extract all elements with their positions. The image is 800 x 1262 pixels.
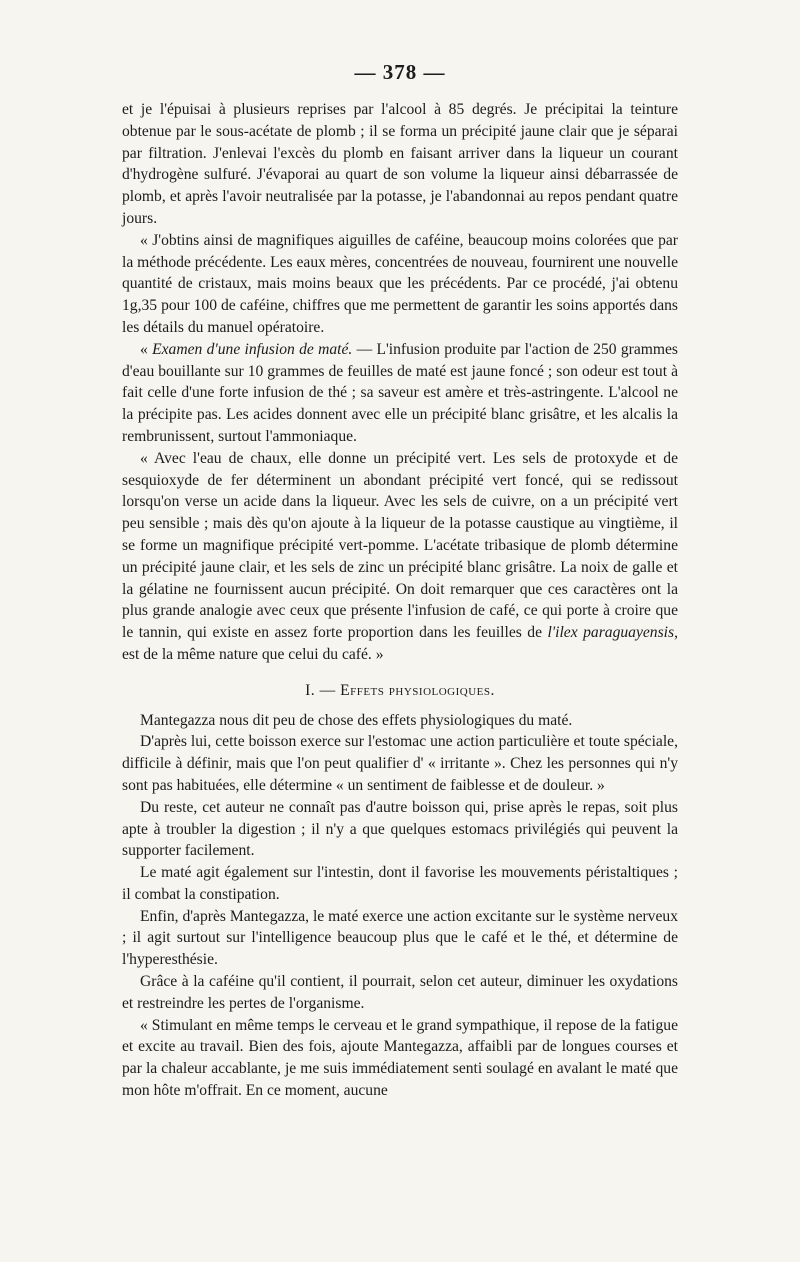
paragraph-crystals: « J'obtins ainsi de magnifiques aiguilles de caféine, beaucoup moins colorées que par la méthode précédente. Les eaux mères, concentrées de nouveau, fournirent une nouvelle quantité de cristaux, mais moins beaux que les précédents. Par ce procédé, j'ai obtenu 1g,35 pour 100 de caféine, chiffres que me permettent de garantir les soins apportés dans les détails du manuel opératoire. — [122, 231, 678, 336]
paragraph-reactions — [122, 448, 678, 666]
paragraph-mantegazza-intro: Mantegazza nous dit peu de chose des effets physiologiques du maté. — [140, 711, 573, 729]
paragraph-caffeine: Grâce à la caféine qu'il contient, il pourrait, selon cet auteur, diminuer les oxydations et restreindre les pertes de l'organisme. — [122, 973, 678, 1012]
infusion-exam-text: — L'infusion produite par l'action de 250 grammes d'eau bouillante sur 10 grammes de feuilles de maté est jaune foncé ; son odeur est tout à fait celle d'une forte infusion de thé ; sa saveur est amère et très-astringente. L'alcool ne la précipite pas. Les acides donnent avec elle un précipité blanc grisâtre, et les alcalis la rembrunissent, surtout l'ammoniaque. — [122, 340, 679, 445]
paragraph-stimulant: « Stimulant en même temps le cerveau et le grand sympathique, il repose de la fatigue et excite au travail. Bien des fois, ajoute Mantegazza, affaibli par de longues courses et par la chaleur accablante, je me suis immédiatement senti soulagé en avalant le maté que mon hôte m'offrait. En ce moment, aucune — [122, 1016, 678, 1100]
section-heading-title: Effets physiologiques. — [340, 681, 495, 699]
paragraph-digestion: Du reste, cet auteur ne connaît pas d'autre boisson qui, prise après le repas, soit plus apte à troubler la digestion ; il n'y a que quelques estomacs privilégiés qui peuvent la supporter facilement. — [122, 798, 678, 860]
section-title-italic: Examen d'une infusion de maté. — [152, 340, 353, 358]
reactions-text: « Avec l'eau de chaux, elle donne un précipité vert. Les sels de protoxyde et de sesquioxyde de fer déterminent un abondant précipité vert foncé, qui se redissout lorsqu'on verse un acide dans la liqueur. Avec les sels de cuivre, on a un précipité vert peu sensible ; mais dès qu'on ajoute à la liqueur de la potasse caustique au vingtième, il se forme un magnifique précipité vert-pomme. L'acétate tribasique de plomb détermine un précipité jaune clair, et les sels de zinc un précipité blanc grisâtre. La noix de galle et la gélatine ne fournissent aucun précipité. On doit remarquer que ces caractères ont la plus grande analogie avec ceux que présente l'infusion de café, ce qui porte à croire que le tannin, qui existe en assez forte proportion dans les feuilles de — [122, 449, 678, 642]
paragraph-intestine: Le maté agit également sur l'intestin, dont il favorise les mouvements péristaltiques ; il combat la constipation. — [122, 864, 678, 903]
section-heading — [122, 680, 678, 702]
page-number: — 378 — — [354, 60, 446, 84]
reactions-text-end: , est de la même nature que celui du café. » — [122, 624, 678, 663]
paragraph-extraction: et je l'épuisai à plusieurs reprises par l'alcool à 85 degrés. Je précipitai la teinture obtenue par le sous-acétate de plomb ; il se forma un précipité jaune clair que je séparai par filtration. J'enlevai l'excès du plomb en faisant arriver dans la liqueur un courant d'hydrogène sulfuré. J'évaporai au quart de son volume la liqueur ainsi débarrassée de plomb, et après l'avoir neutralisée par la potasse, je l'abandonnai au repos pendant quatre jours. — [122, 101, 678, 227]
paragraph-infusion-exam — [122, 339, 678, 448]
paragraph-nervous-system: Enfin, d'après Mantegazza, le maté exerce une action excitante sur le système nerveux ; il agit surtout sur l'intelligence beaucoup plus que le café et le thé, et détermine de l'hyperesthésie. — [122, 907, 678, 969]
quote-mark: « — [140, 340, 153, 358]
paragraph-stomach: D'après lui, cette boisson exerce sur l'estomac une action particulière et toute spéciale, difficile à définir, mais que l'on peut qualifier d' « irritante ». Chez les personnes qui n'y sont pas habituées, elle détermine « un sentiment de faiblesse et de douleur. » — [122, 733, 678, 794]
section-number: I. — — [305, 681, 341, 699]
species-name: l'ilex paraguayensis — [547, 624, 675, 642]
